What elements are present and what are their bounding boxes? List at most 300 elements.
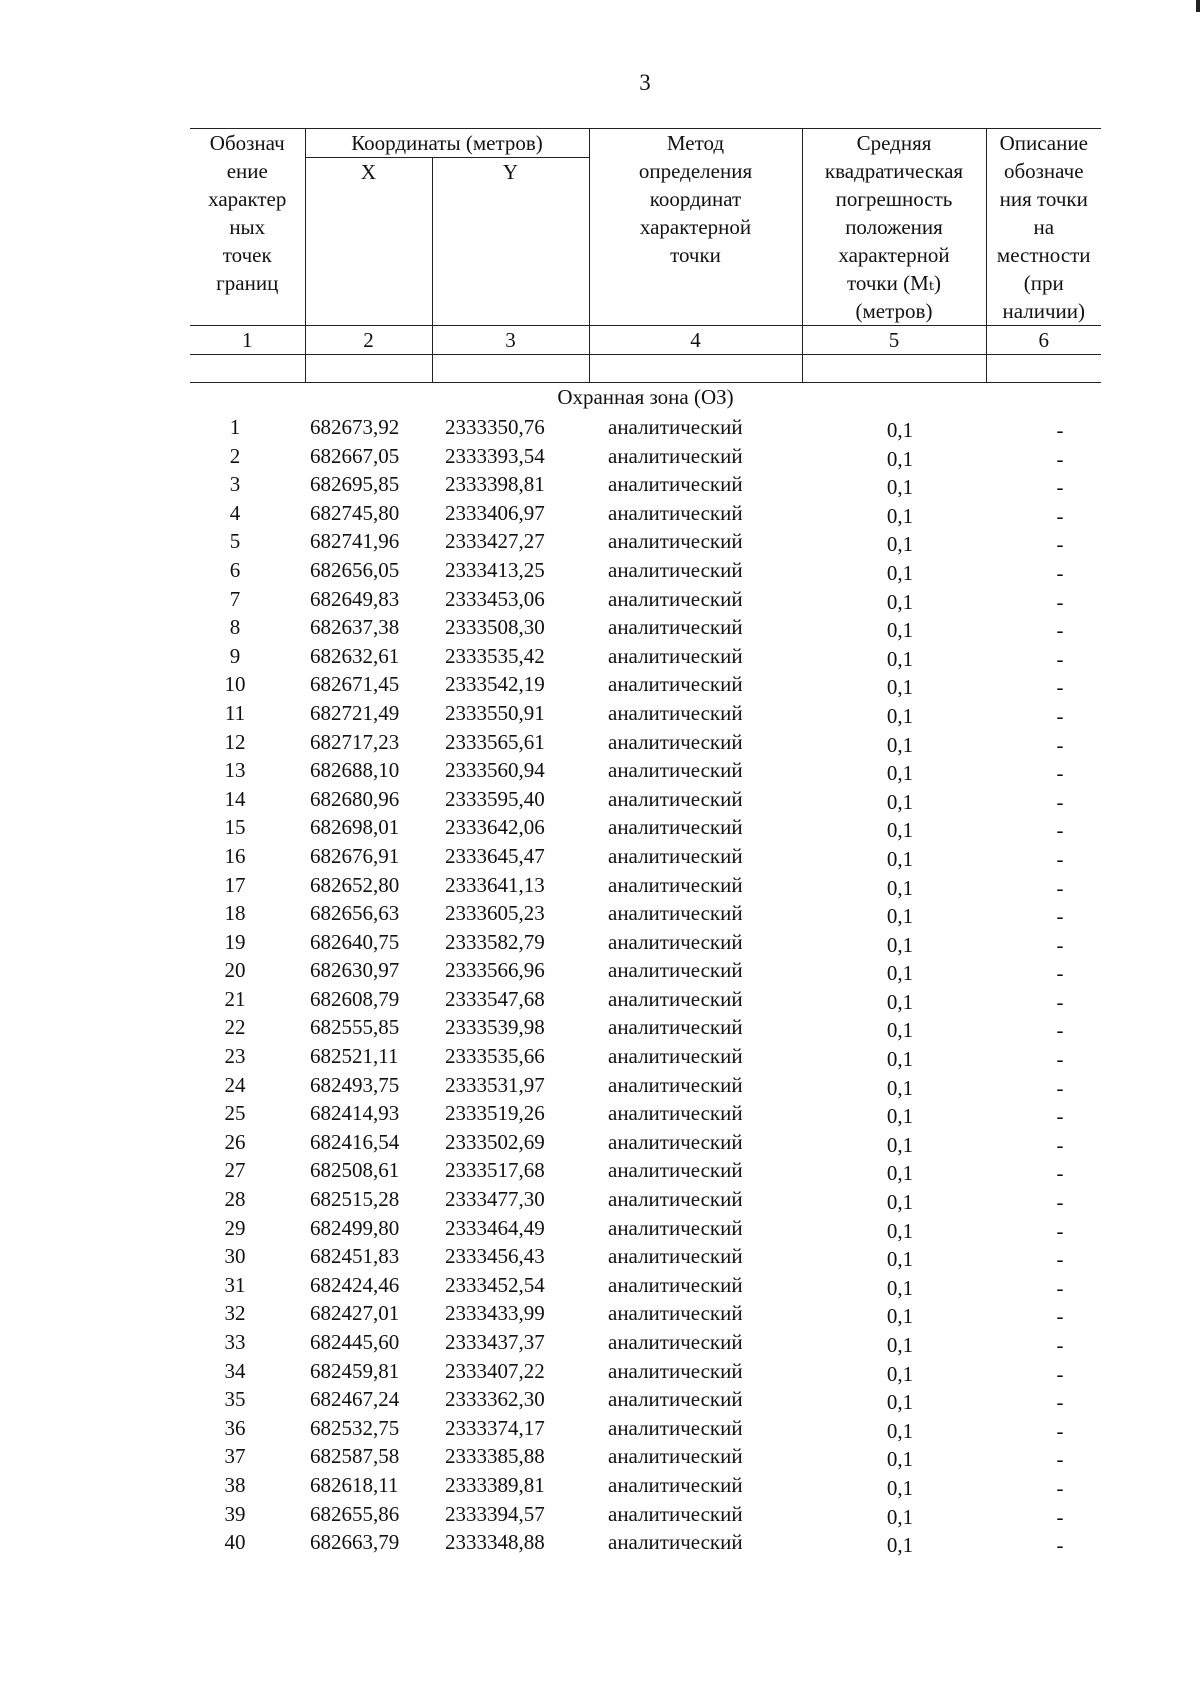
description: - [1056,1275,1064,1300]
x-coordinate: 682640,75 [310,929,400,954]
description: - [1056,1247,1064,1272]
y-coordinate: 2333407,22 [445,1358,545,1383]
description: - [1056,646,1064,671]
header-col4-line: определения [638,159,753,183]
table-row [190,1013,1101,1042]
x-coordinate: 682663,79 [310,1530,400,1555]
mean-error: 0,1 [886,818,914,843]
point-number: 8 [229,615,241,640]
y-coordinate: 2333642,06 [445,815,545,840]
point-number: 24 [224,1072,246,1097]
column-number: 2 [305,326,432,355]
description: - [1056,1533,1064,1558]
table-row [190,585,1101,614]
description: - [1056,961,1064,986]
method: аналитический [608,672,743,697]
header-col5-line: (метров) [855,299,933,323]
table-row [190,1500,1101,1529]
mean-error: 0,1 [886,1075,914,1100]
description: - [1056,446,1064,471]
table-row [190,1442,1101,1471]
empty-cell [432,355,589,383]
x-coordinate: 682555,85 [310,1015,400,1040]
method: аналитический [608,615,743,640]
method: аналитический [608,929,743,954]
table-row [190,1242,1101,1271]
y-coordinate: 2333508,30 [445,615,545,640]
x-coordinate: 682445,60 [310,1330,400,1354]
mean-error: 0,1 [886,418,914,442]
x-coordinate: 682649,83 [310,586,400,611]
description: - [1056,418,1064,442]
table-row [190,1471,1101,1500]
mean-error: 0,1 [886,475,914,500]
mean-error: 0,1 [886,675,914,700]
header-col6-line: Описание [999,131,1088,155]
column-number: 5 [802,326,986,355]
header-col4-line: характерной [639,215,752,239]
point-number: 3 [229,472,241,497]
point-number: 5 [229,529,241,554]
header-col5-line: характерной [838,243,950,267]
description: - [1056,818,1064,843]
x-coordinate: 682499,80 [310,1215,400,1240]
x-coordinate: 682721,49 [310,700,400,725]
description: - [1056,560,1064,585]
x-coordinate: 682667,05 [310,443,400,468]
table-row [190,1185,1101,1214]
y-coordinate: 2333464,49 [445,1215,545,1240]
method: аналитический [608,643,743,668]
point-number: 10 [224,672,246,697]
y-coordinate: 2333389,81 [445,1472,545,1497]
method: аналитический [608,1015,743,1040]
y-coordinate: 2333535,66 [445,1044,545,1069]
method: аналитический [608,557,743,582]
header-col6-line: (при [1023,271,1064,295]
table-row [190,1528,1101,1557]
method: аналитический [608,1272,743,1297]
x-coordinate: 682414,93 [310,1101,400,1126]
point-number: 31 [224,1272,246,1297]
table-row [190,1357,1101,1386]
point-number: 32 [224,1301,246,1326]
mean-error: 0,1 [886,1504,914,1529]
y-coordinate: 2333595,40 [445,786,545,811]
x-coordinate: 682671,45 [310,672,400,697]
x-coordinate: 682608,79 [310,986,400,1011]
mean-error: 0,1 [886,961,914,986]
y-coordinate: 2333374,17 [445,1415,545,1440]
table-row [190,1156,1101,1185]
y-coordinate: 2333456,43 [445,1244,545,1269]
header-col5-line: погрешность [835,187,953,211]
method: аналитический [608,1358,743,1383]
section-title: Охранная зона (ОЗ) [557,385,734,409]
description: - [1056,1132,1064,1157]
table-row [190,1071,1101,1100]
mean-error: 0,1 [886,761,914,786]
x-coordinate: 682655,86 [310,1501,400,1526]
x-coordinate: 682416,54 [310,1129,400,1154]
header-x: X [305,158,432,326]
header-col6-line: местности [996,243,1091,267]
x-coordinate: 682451,83 [310,1244,400,1269]
table-row [190,899,1101,928]
table-row [190,1414,1101,1443]
table-row [190,670,1101,699]
page-number: 3 [639,70,651,95]
method: аналитический [608,1330,743,1354]
description: - [1056,1504,1064,1529]
method: аналитический [608,1215,743,1240]
header-col5-line: точки (Mₜ) [847,271,941,295]
column-number: 6 [986,326,1101,355]
mean-error: 0,1 [886,503,914,528]
mean-error: 0,1 [886,1104,914,1129]
header-col1-line: границ [216,271,279,295]
x-coordinate: 682467,24 [310,1387,400,1412]
point-number: 38 [224,1472,246,1497]
method: аналитический [608,1387,743,1412]
method: аналитический [608,1072,743,1097]
method: аналитический [608,586,743,611]
point-number: 19 [224,929,246,954]
header-col5-line: положения [845,215,943,239]
mean-error: 0,1 [886,904,914,929]
y-coordinate: 2333413,25 [445,557,545,582]
point-number: 4 [229,500,241,525]
method: аналитический [608,872,743,897]
description: - [1056,932,1064,957]
header-col1-line: точек [222,243,272,267]
table-row [190,813,1101,842]
mean-error: 0,1 [886,1475,914,1500]
method: аналитический [608,415,743,439]
mean-error: 0,1 [886,789,914,814]
point-number: 12 [224,729,246,754]
y-coordinate: 2333550,91 [445,700,545,725]
table-row [190,871,1101,900]
mean-error: 0,1 [886,875,914,900]
empty-cell [589,355,802,383]
point-number: 33 [224,1330,246,1354]
mean-error: 0,1 [886,989,914,1014]
x-coordinate: 682656,05 [310,557,400,582]
y-coordinate: 2333517,68 [445,1158,545,1183]
method: аналитический [608,1444,743,1469]
x-coordinate: 682618,11 [310,1472,399,1497]
description: - [1056,1190,1064,1215]
description: - [1056,1390,1064,1415]
y-coordinate: 2333394,57 [445,1501,545,1526]
point-number: 2 [229,443,241,468]
header-col6-line: обозначе [1003,159,1084,183]
description: - [1056,1304,1064,1329]
x-coordinate: 682632,61 [310,643,400,668]
method: аналитический [608,1530,743,1555]
mean-error: 0,1 [886,1533,914,1558]
x-coordinate: 682515,28 [310,1187,400,1212]
point-number: 35 [224,1387,246,1412]
point-number: 16 [224,843,246,868]
column-number: 1 [190,326,305,355]
header-point-designation [190,129,305,326]
y-coordinate: 2333582,79 [445,929,545,954]
point-number: 7 [229,586,241,611]
y-coordinate: 2333362,30 [445,1387,545,1412]
column-number: 4 [589,326,802,355]
point-number: 9 [229,643,241,668]
description: - [1056,1075,1064,1100]
point-number: 18 [224,901,246,926]
mean-error: 0,1 [886,732,914,757]
header-col4-line: Метод [666,131,725,155]
column-number: 3 [432,326,589,355]
method: аналитический [608,472,743,497]
method: аналитический [608,1415,743,1440]
y-coordinate: 2333565,61 [445,729,545,754]
mean-error: 0,1 [886,1333,914,1357]
x-coordinate: 682695,85 [310,472,400,497]
x-coordinate: 682459,81 [310,1358,400,1383]
mean-error: 0,1 [886,1275,914,1300]
description: - [1056,589,1064,614]
mean-error: 0,1 [886,1247,914,1272]
mean-error: 0,1 [886,1018,914,1043]
method: аналитический [608,529,743,554]
x-coordinate: 682656,63 [310,901,400,926]
description: - [1056,761,1064,786]
y-coordinate: 2333398,81 [445,472,545,497]
table-body [190,413,1101,1557]
point-number: 6 [229,557,241,582]
description: - [1056,732,1064,757]
point-number: 13 [224,758,246,783]
point-number: 29 [224,1215,246,1240]
description: - [1056,703,1064,728]
point-number: 14 [224,786,246,811]
y-coordinate: 2333547,68 [445,986,545,1011]
table-row [190,1271,1101,1300]
x-coordinate: 682741,96 [310,529,400,554]
method: аналитический [608,1044,743,1069]
method: аналитический [608,500,743,525]
x-coordinate: 682427,01 [310,1301,400,1326]
empty-cell [986,355,1101,383]
table-row [190,442,1101,471]
y-coordinate: 2333406,97 [445,500,545,525]
header-col6-line: ния точки [999,187,1088,211]
method: аналитический [608,700,743,725]
header-col4-line: точки [670,243,721,267]
y-coordinate: 2333519,26 [445,1101,545,1126]
description: - [1056,1218,1064,1243]
point-number: 23 [224,1044,246,1069]
header-col6-line: на [1033,215,1055,239]
mean-error: 0,1 [886,1161,914,1186]
mean-error: 0,1 [886,1418,914,1443]
mean-error: 0,1 [886,560,914,585]
description: - [1056,532,1064,557]
y-coordinate: 2333433,99 [445,1301,545,1326]
table-row [190,470,1101,499]
method: аналитический [608,843,743,868]
y-coordinate: 2333566,96 [445,958,545,983]
table-row [190,956,1101,985]
y-coordinate: 2333539,98 [445,1015,545,1040]
table-row [190,527,1101,556]
table-row [190,413,1101,442]
table-row [190,842,1101,871]
table-row [190,1042,1101,1071]
table-row [190,785,1101,814]
y-coordinate: 2333605,23 [445,901,545,926]
table-row [190,728,1101,757]
description: - [1056,1447,1064,1472]
method: аналитический [608,1472,743,1497]
header-y: Y [432,158,589,326]
header-col6-line: наличии) [1002,299,1085,323]
point-number: 21 [224,986,246,1011]
table-row [190,756,1101,785]
x-coordinate: 682673,92 [310,415,400,439]
point-number: 39 [224,1501,246,1526]
method: аналитический [608,758,743,783]
y-coordinate: 2333393,54 [445,443,545,468]
description: - [1056,1104,1064,1129]
y-coordinate: 2333641,13 [445,872,545,897]
method: аналитический [608,1501,743,1526]
mean-error: 0,1 [886,1447,914,1472]
method: аналитический [608,729,743,754]
point-number: 15 [224,815,246,840]
point-number: 30 [224,1244,246,1269]
method: аналитический [608,1301,743,1326]
point-number: 27 [224,1158,246,1183]
point-number: 36 [224,1415,246,1440]
description: - [1056,1333,1064,1357]
method: аналитический [608,958,743,983]
coordinates-table-header [190,128,1101,383]
point-number: 26 [224,1129,246,1154]
y-coordinate: 2333477,30 [445,1187,545,1212]
y-coordinate: 2333531,97 [445,1072,545,1097]
point-number: 11 [224,700,246,725]
table-row [190,928,1101,957]
x-coordinate: 682521,11 [310,1044,399,1069]
x-coordinate: 682508,61 [310,1158,400,1183]
point-number: 17 [224,872,246,897]
header-col1-line: ение [226,159,268,183]
y-coordinate: 2333502,69 [445,1129,545,1154]
mean-error: 0,1 [886,646,914,671]
x-coordinate: 682532,75 [310,1415,400,1440]
table-row [190,699,1101,728]
y-coordinate: 2333560,94 [445,758,545,783]
mean-error: 0,1 [886,1132,914,1157]
description: - [1056,1161,1064,1186]
x-coordinate: 682587,58 [310,1444,400,1469]
mean-error: 0,1 [886,1304,914,1329]
empty-cell [802,355,986,383]
mean-error: 0,1 [886,932,914,957]
table-row [190,1128,1101,1157]
table-row [190,1385,1101,1414]
x-coordinate: 682630,97 [310,958,400,983]
header-col1-line: ных [229,215,266,239]
x-coordinate: 682676,91 [310,843,400,868]
method: аналитический [608,986,743,1011]
empty-cell [305,355,432,383]
mean-error: 0,1 [886,618,914,643]
point-number: 40 [224,1530,246,1555]
x-coordinate: 682745,80 [310,500,400,525]
mean-error: 0,1 [886,532,914,557]
table-row [190,613,1101,642]
table-row [190,499,1101,528]
header-method [589,129,802,326]
table-row [190,1328,1101,1357]
y-coordinate: 2333535,42 [445,643,545,668]
method: аналитический [608,443,743,468]
x-coordinate: 682717,23 [310,729,400,754]
point-number: 37 [224,1444,246,1469]
description: - [1056,1047,1064,1072]
x-coordinate: 682698,01 [310,815,400,840]
point-number: 22 [224,1015,246,1040]
y-coordinate: 2333427,27 [445,529,545,554]
header-col5-line: Средняя [856,131,932,155]
description: - [1056,503,1064,528]
x-coordinate: 682688,10 [310,758,400,783]
x-coordinate: 682680,96 [310,786,400,811]
method: аналитический [608,1129,743,1154]
method: аналитический [608,815,743,840]
header-col5-line: квадратическая [824,159,964,183]
table-row [190,1099,1101,1128]
header-description [986,129,1101,326]
table-row [190,642,1101,671]
description: - [1056,618,1064,643]
mean-error: 0,1 [886,1361,914,1386]
y-coordinate: 2333453,06 [445,586,545,611]
empty-cell [190,355,305,383]
method: аналитический [608,1244,743,1269]
header-col1-line: Обознач [209,131,285,155]
description: - [1056,1418,1064,1443]
header-error [802,129,986,326]
description: - [1056,1018,1064,1043]
point-number: 28 [224,1187,246,1212]
description: - [1056,789,1064,814]
x-coordinate: 682637,38 [310,615,400,640]
mean-error: 0,1 [886,446,914,471]
mean-error: 0,1 [886,1218,914,1243]
description: - [1056,846,1064,871]
x-coordinate: 682424,46 [310,1272,400,1297]
description: - [1056,475,1064,500]
description: - [1056,875,1064,900]
mean-error: 0,1 [886,1047,914,1072]
point-number: 1 [229,415,241,439]
description: - [1056,1361,1064,1386]
header-col4-line: координат [649,187,742,211]
y-coordinate: 2333542,19 [445,672,545,697]
scan-edge-mark [1196,0,1200,12]
y-coordinate: 2333385,88 [445,1444,545,1469]
point-number: 34 [224,1358,246,1383]
